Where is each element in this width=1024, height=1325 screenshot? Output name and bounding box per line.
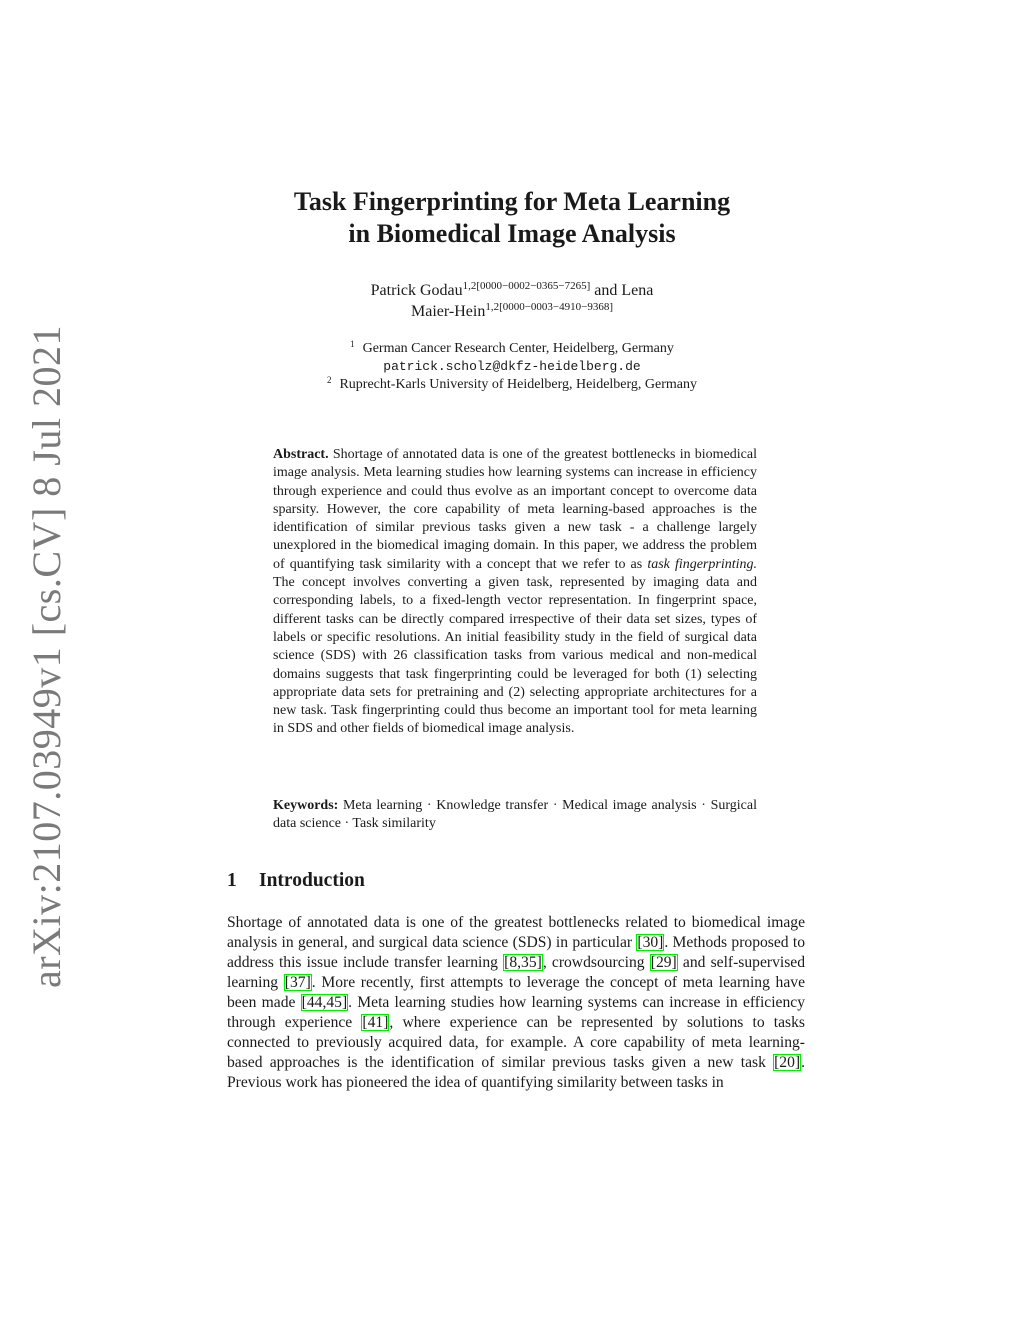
affiliation-2: [0, 376, 1024, 394]
section-number: 1: [227, 870, 237, 891]
affiliations: [0, 340, 1024, 394]
contact-email[interactable]: patrick.scholz@dkfz-heidelberg.de: [383, 359, 641, 374]
intro-text: . Methods proposed to address this issue include transfer learning: [227, 934, 806, 971]
abstract-emphasis: task fingerprinting.: [647, 556, 758, 572]
intro-text: . Meta learning studies how learning systems can increase in efficiency through experience: [227, 994, 805, 1031]
section-title: Introduction: [259, 870, 365, 891]
intro-text: , where experience can be represented by solutions to tasks connected to previously acquired data, for example. A core capability of meta learning-based approaches is the identification of similar previous tasks given a new task: [227, 1014, 805, 1071]
introduction-paragraph: [227, 913, 805, 1093]
author-list: [0, 280, 1024, 322]
affiliation-1-number: 1: [350, 339, 355, 349]
author-1-name: Patrick Godau: [370, 282, 463, 299]
abstract: [273, 446, 757, 739]
affiliation-2-text: Ruprecht-Karls University of Heidelberg, Heidelberg, Germany: [339, 377, 698, 392]
affiliation-1: [0, 340, 1024, 358]
citation-link[interactable]: [30]: [637, 934, 664, 951]
author-2-name: Maier-Hein: [411, 303, 486, 320]
paper-title-line-2: in Biomedical Image Analysis: [348, 219, 676, 248]
paper-title-line-1: Task Fingerprinting for Meta Learning: [293, 187, 731, 216]
author-line-1: [0, 280, 1024, 301]
citation-link[interactable]: [41]: [362, 1014, 389, 1031]
arxiv-identifier: [20, 324, 72, 988]
intro-text: , crowdsourcing: [542, 954, 650, 971]
citation-link[interactable]: [29]: [650, 954, 677, 971]
paper-title: [0, 186, 1024, 250]
author-1-orcid: 1,2[0000−0002−0365−7265]: [462, 280, 591, 292]
intro-text: . Previous work has pioneered the idea of quantifying similarity between tasks in: [227, 1054, 805, 1091]
citation-link[interactable]: [20]: [774, 1054, 801, 1071]
keywords: [273, 797, 757, 834]
affiliation-1-text: German Cancer Research Center, Heidelberg, Germany: [362, 341, 674, 356]
intro-text: and self-supervised learning: [227, 954, 805, 991]
affiliation-2-number: 2: [326, 375, 332, 385]
citation-link[interactable]: [44,45]: [301, 994, 348, 1011]
author-joiner: and Lena: [590, 282, 654, 299]
abstract-label: Abstract.: [273, 447, 329, 462]
author-2-orcid: 1,2[0000−0003−4910−9368]: [485, 301, 613, 313]
citation-link[interactable]: [8,35]: [504, 954, 542, 971]
abstract-text-part-2: The concept involves converting a given task, represented by imaging data and corresponding labels, to a fixed-length vector representation. In fingerprint space, different tasks can be directly compared irrespective of their data set sizes, types of labels or specific resolutions. An initial feasibility study in the field of surgical data science (SDS) with 26 classification tasks from various medical and non-medical domains suggests that task fingerprinting could be leveraged for both (1) selecting appropriate data sets for pretraining and (2) selecting appropriate architectures for a new task. Task fingerprinting could thus become an important tool for meta learning in SDS and other fields of biomedical image analysis.: [273, 575, 757, 737]
intro-text: Shortage of annotated data is one of the greatest bottlenecks related to biomedical image analysis in general, and surgical data science (SDS) in particular: [227, 914, 805, 951]
section-heading-introduction: [227, 869, 365, 893]
keywords-text: Meta learning · Knowledge transfer · Medical image analysis · Surgical data science · Task similarity: [273, 798, 757, 832]
arxiv-identifier-text: arXiv:2107.03949v1 [cs.CV] 8 Jul 2021: [23, 324, 69, 988]
citation-link[interactable]: [37]: [284, 974, 311, 991]
abstract-text-part-1: Shortage of annotated data is one of the greatest bottlenecks in biomedical image analysis. Meta learning studies how learning systems can increase in efficiency through experience and could thus evolve as an important concept to overcome data sparsity. However, the core capability of meta learning-based approaches is the identification of similar previous tasks given a new task - a challenge largely unexplored in the biomedical imaging domain. In this paper, we address the problem of quantifying task similarity with a concept that we refer to as: [273, 447, 757, 572]
keywords-label: Keywords:: [273, 798, 339, 813]
intro-text: . More recently, first attempts to leverage the concept of meta learning have been made: [227, 974, 805, 1011]
author-line-2: [0, 301, 1024, 322]
